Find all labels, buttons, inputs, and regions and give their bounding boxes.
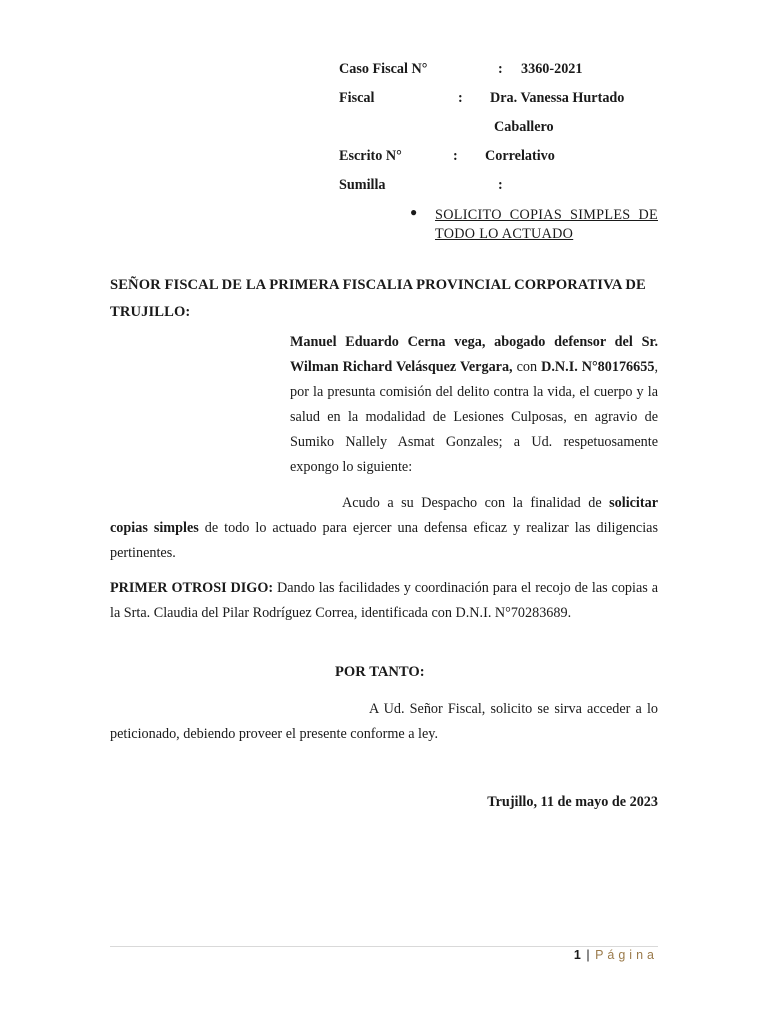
place-date: Trujillo, 11 de mayo de 2023 xyxy=(487,794,658,810)
request-bold: solicitar copias simples xyxy=(110,495,658,536)
intro-bold-dni: D.N.I. N°80176655 xyxy=(541,359,655,375)
intro-text-2: , por la presunta comisión del delito contra la vida, el cuerpo y la salud en la modalidad de Lesiones Culposas, en agravio de Sumiko Nallely Asmat Gonzales; a Ud. respetuosamente expongo lo siguiente: xyxy=(290,359,658,475)
escrito-label: Escrito N° xyxy=(339,148,402,164)
escrito-colon: : xyxy=(453,148,458,164)
intro-paragraph xyxy=(290,330,658,480)
footer-separator: | xyxy=(586,948,590,962)
page-number: 1 xyxy=(573,948,581,962)
otrosi-text: Dando las facilidades y coordinación para el recojo de las copias a la Srta. Claudia del Pilar Rodríguez Correa, identificada con D.N.I. N°70283689. xyxy=(110,580,658,621)
request-text-1: Acudo a su Despacho con la finalidad de xyxy=(342,495,610,511)
caso-fiscal-label: Caso Fiscal N° xyxy=(339,61,428,77)
bullet-icon: ● xyxy=(410,205,418,219)
sumilla-text: SOLICITO COPIAS SIMPLES DE TODO LO ACTUADO xyxy=(435,207,658,242)
intro-text-1: con xyxy=(512,359,542,375)
page-footer xyxy=(574,948,658,962)
caso-fiscal-colon: : xyxy=(498,61,503,77)
por-tanto-heading: POR TANTO: xyxy=(335,664,425,680)
request-text-2: de todo lo actuado para ejercer una defensa eficaz y realizar las diligencias pertinentes. xyxy=(110,520,658,561)
otrosi-paragraph xyxy=(110,576,658,626)
fiscal-colon: : xyxy=(458,90,463,106)
fiscal-label: Fiscal xyxy=(339,90,375,106)
page-label: Página xyxy=(595,948,658,962)
addressee: SEÑOR FISCAL DE LA PRIMERA FISCALIA PROVINCIAL CORPORATIVA DE TRUJILLO: xyxy=(110,277,646,320)
intro-bold-name: Manuel Eduardo Cerna vega, abogado defensor del Sr. Wilman Richard Velásquez Vergara, xyxy=(290,334,658,375)
fiscal-value-line2: Caballero xyxy=(494,119,554,135)
closing-paragraph: A Ud. Señor Fiscal, solicito se sirva acceder a lo peticionado, debiendo proveer el presente conforme a ley. xyxy=(110,701,658,742)
caso-fiscal-value: 3360-2021 xyxy=(521,61,583,77)
sumilla-label: Sumilla xyxy=(339,177,386,193)
sumilla-colon: : xyxy=(498,177,503,193)
escrito-value: Correlativo xyxy=(485,148,555,164)
fiscal-value-line1: Dra. Vanessa Hurtado xyxy=(490,90,625,106)
footer-divider xyxy=(110,946,658,947)
request-paragraph xyxy=(110,491,658,566)
otrosi-heading: PRIMER OTROSI DIGO: xyxy=(110,580,274,596)
